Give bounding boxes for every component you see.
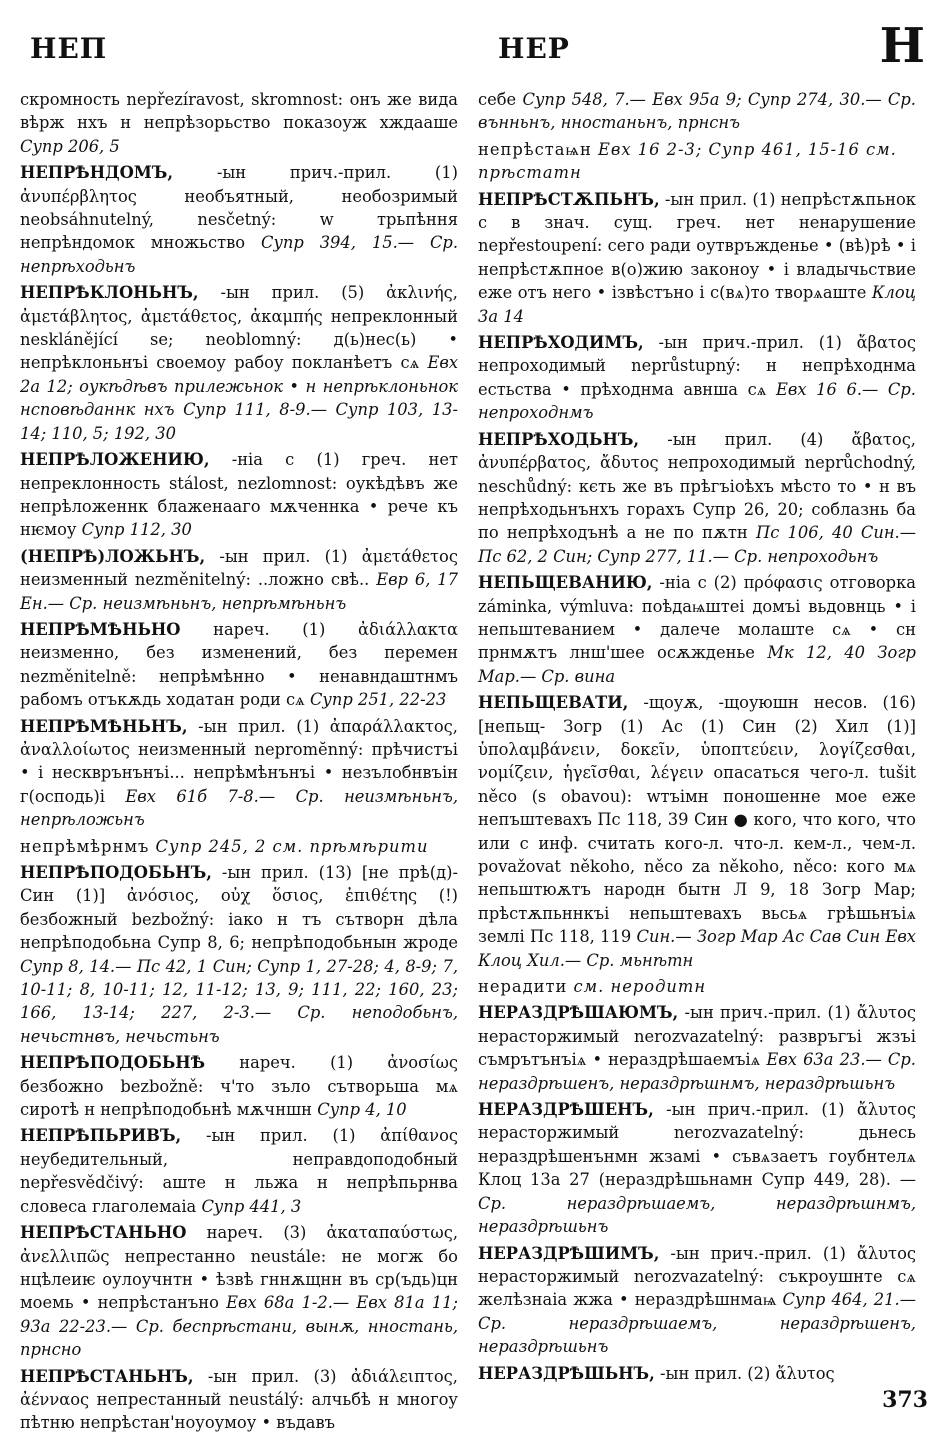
headword: НЕПРѢСТАНЬНЪ, xyxy=(20,1366,194,1386)
page-header xyxy=(30,18,925,78)
headword: НЕПЬЩЕВАНИЮ, xyxy=(478,573,653,593)
entry-text: -ын прил. (2) ἄλυτος xyxy=(659,1363,835,1383)
dictionary-entry xyxy=(478,1242,916,1359)
entry-continuation xyxy=(478,88,916,135)
entry-text: -ын прич.-прил. (1) ἄλυτος нерасторжимый nerozvazatelný: дьнесь нераздрѣшенънмн жзамі • съвѧзаетъ гоубнтелѧ Клоц 13а 27 (нераздрѣшьнамн Супр 449, 28). xyxy=(478,1100,916,1190)
entry-citation: Евх 2а 12; оукѣдѣвъ прилежьнок • н непрѣклоньнок нсповѣданнк нхъ Супр 111, 8-9.— Супр 103, 13-14; 110, 5; 192, 30 xyxy=(20,353,458,443)
entry-text: -ын прил. (3) ἀδιάλειπτος, ἀένναος непрестанный neustálý: алчьбѣ н многоу пѣтню непрѣстан'ноуоумоу • въдавъ xyxy=(20,1366,458,1433)
entry-text: -ын прич.-прил. (1) ἄλυτος нерасторжимый nerozvazatelný: развръгъі жзъі съмрътънъіѧ • нераздрѣшаемъіѧ xyxy=(478,1003,916,1070)
entry-text: -ын прил. (13) [не прѣ(д)- Син (1)] ἀνόσιος, οὐχ ὅσιος, ἐπιθέτης (!) безбожный bezbožný: іако н тъ сътворн дѣла непрѣподобьна Супр 8, 6; непрѣподобьнын жроде xyxy=(20,863,458,953)
entry-citation: см. неродитн xyxy=(573,977,707,997)
entry-continuation xyxy=(20,88,458,158)
entry-text: -ын прич.-прил. (1) ἄβατος непроходимый neprůstupný: н непрѣходнма естьства • прѣходнма авнша сѧ xyxy=(478,333,916,399)
entry-text: -ын прич.-прил. (1) ἄλυτος нерасторжимый nerozvazatelný: съкроушнте сѧ желѣзнаіа жжа • нераздрѣшнмаѩ xyxy=(478,1243,916,1310)
entry-text: -ніа с (1) греч. нет непреклонность stálost, nezlomnost: оукѣдѣвъ же непрѣложеннк блаженааго мѫченнка • рече къ нѥмоу xyxy=(20,450,458,540)
headword: НЕПЬЩЕВАТИ, xyxy=(478,693,629,713)
entry-citation: Супр 548, 7.— Евх 95а 9; Супр 274, 30.— Ср. вънньнъ, нностаньнъ, прнснъ xyxy=(478,90,916,133)
dictionary-entry xyxy=(478,428,916,568)
entry-citation: Пс 106, 40 Син.— Пс 62, 2 Син; Супр 277, 11.— Ср. непроходьнъ xyxy=(478,523,916,566)
entry-text: -ын прил. (1) ἀπαράλλακτος, ἀναλλοίωτος неизменный nepromĕnný: прѣчистъі • і нескврънънъі... непрѣмѣнънъі • незълобнвъін г(осподь)і xyxy=(20,716,458,806)
entry-text: нареч. (1) ἀνοσίως безбожно bezbožně: ч'то зъло сътворьша мѧ сиротѣ н непрѣподобьнѣ мѫчншн xyxy=(20,1053,458,1120)
headword: НЕРАЗДРѢШАЮМЪ, xyxy=(478,1003,679,1023)
dictionary-entry xyxy=(478,1362,916,1385)
entry-citation: Супр 112, 30 xyxy=(81,520,192,540)
entry-citation: Супр 8, 14.— Пс 42, 1 Син; Супр 1, 27-28; 4, 8-9; 7, 10-11; 8, 10-11; 12, 11-12; 13, 9; 111, 22; 160, 23; 166, 13-14; 227, 2-3.— Ср. неподобьнъ, нечьстнвъ, нечьстьнъ xyxy=(20,956,458,1046)
entry-citation: Супр 464, 21.— Ср. нераздрѣшаемъ, нераздрѣшенъ, нераздрѣшьнъ xyxy=(478,1290,916,1357)
dictionary-entry xyxy=(20,161,458,278)
left-column xyxy=(20,88,458,1438)
dictionary-entry xyxy=(20,1124,458,1218)
entry-continuation xyxy=(20,835,458,858)
headword: НЕПРѢЛОЖЕНИЮ, xyxy=(20,450,210,470)
entry-text: -ын прил. (1) непрѣстѫпьнок с в знач. сущ. греч. нет ненарушение nepřestoupení: сего ради оутвръжденье • (вѣ)рѣ • і непрѣстѫпное в(о)жию законоу • і владычьствие еже отъ него • ізвѣстъно і с(вѧ)то творѧаште xyxy=(478,189,916,303)
entry-citation: Евх 16 2-3; Супр 461, 15-16 см. прѣстатн xyxy=(478,139,897,183)
entry-text: -ын прил. (4) ἄβατος, ἀνυπέρβατος, ἄδυτος непроходимый neprůchodný, neschůdný: кєть же въ прѣгъіоѣхъ мѣсто то • н въ непрѣходьнънхъ горахъ Супр 26, 20; соблазнь ба по непрѣходънѣ а не по пѫтн xyxy=(478,429,916,543)
entry-citation: Клоц 3а 14 xyxy=(478,283,916,326)
headword: НЕРАЗДРѢШЕНЪ, xyxy=(478,1100,654,1120)
headword: НЕПРѢМѢНЬНО xyxy=(20,619,181,639)
dictionary-entry xyxy=(478,691,916,972)
entry-text: нерадити xyxy=(478,977,568,997)
entry-text: -ын прил. (1) ἀπίθανος неубедительный, неправдоподобный nepřesvědčivý: аште н льжа н непрѣпьрнва словеса глаголемаіа xyxy=(20,1126,458,1216)
headword: НЕПРѢПОДОБЬНЪ, xyxy=(20,863,212,882)
headword: НЕПРѢКЛОНЬНЪ, xyxy=(20,283,199,303)
running-head-right: НЕР xyxy=(498,32,570,65)
headword: НЕПРѢМѢНЬНЪ, xyxy=(20,716,188,736)
entry-text: -ын прич.-прил. (1) ἀνυπέρβλητος необъятный, необозримый neobsáhnutelný, nesčetný: w трьпѣння непрѣндомок множьство xyxy=(20,163,458,253)
entry-citation: Евх 63а 23.— Ср. нераздрѣшенъ, нераздрѣшнмъ, нераздрѣшьнъ xyxy=(478,1050,916,1093)
entry-text: -ніа с (2) πρόφασις отговорка záminka, výmluva: поѣдаѩштеі домъі вьдовнць • і непьштеванием • далече молаште сѧ • сн прнмѫтъ лнш'шее осѫжденье xyxy=(478,573,916,663)
headword: НЕПРѢСТАНЬНО xyxy=(20,1223,187,1243)
headword: НЕРАЗДРѢШИМЪ, xyxy=(478,1243,660,1263)
entry-citation: Супр 245, 2 см. прѣмѣрити xyxy=(155,836,429,856)
headword: НЕПРѢХОДИМЪ, xyxy=(478,333,644,353)
dictionary-entry xyxy=(478,188,916,328)
headword: НЕПРѢСТѪПЬНЪ, xyxy=(478,189,660,209)
entry-citation: Супр 251, 22-23 xyxy=(309,690,447,710)
entry-citation: Син.— Зогр Мар Ас Сав Син Евх Клоц Хил.— Ср. мьнѣтн xyxy=(478,927,916,970)
entry-text: -щоуѫ, -щоуюшн несов. (16) [непьщ- Зогр (1) Ас (1) Син (2) Хил (1)] ὑπολαμβάνειν, δοκεῖν, ὑποπτεύειν, λογίζεσθαι, νομίζειν, ἡγεῖσθαι, λέγειν опасаться чего-л. tušit něco (s obavou): wтъімн поношенне мое еже непъштевахъ Пс 118, 39 Син ● кого, что кого, что или с инф. считать кого-л. что-л. кем-л., чем-л. považovat někoho, něco za někoho, něco: кого мѧ непьштюѫтъ народн бытн Л 9, 18 Зогр Мар; прѣстѫпьннкъі непьштевахъ вьсьѧ грѣшьнъіѧ землі Пс 118, 119 xyxy=(478,693,916,947)
entry-citation: Супр 441, 3 xyxy=(201,1196,302,1216)
entry-citation: Супр 4, 10 xyxy=(317,1100,407,1120)
dictionary-entry xyxy=(20,1365,458,1435)
dictionary-entry xyxy=(20,545,458,615)
entry-text: -ын прил. (1) ἀμετάθετος неизменный nezměnitelný: ..ложно свѣ.. xyxy=(20,546,458,590)
entry-citation: Супр 206, 5 xyxy=(20,136,120,156)
dictionary-entry xyxy=(20,281,458,445)
headword: НЕПРѢХОДЬНЪ, xyxy=(478,429,640,449)
headword: НЕРАЗДРѢШЬНЪ, xyxy=(478,1363,655,1383)
dictionary-entry xyxy=(20,448,458,542)
dictionary-entry xyxy=(20,1221,458,1361)
running-head-left: НЕП xyxy=(30,32,108,65)
dictionary-entry xyxy=(20,861,458,1048)
entry-text: скромность nepřezíravost, skromnost: онъ же вида вѣрж нхъ н непрѣзорьство показоуж хждааше xyxy=(20,90,458,133)
dictionary-entry xyxy=(478,571,916,688)
dictionary-entry xyxy=(478,1098,916,1238)
headword: НЕПРѢНДОМЪ, xyxy=(20,163,174,183)
entry-text: нареч. (1) ἀδιάλλακτα неизменно, без изменений, без перемен nezměnitelně: непрѣмѣнно • ненавндаштнмъ рабомъ отъкѫдь ходатан роди сѧ xyxy=(20,619,458,710)
entry-citation: Мк 12, 40 Зогр Мар.— Ср. вина xyxy=(478,643,916,686)
entry-text: себе xyxy=(478,90,517,109)
entry-continuation xyxy=(478,138,916,185)
entry-text: -ын прил. (5) ἀκλινής, ἀμετάβλητος, ἀμετάθετος, ἀκαμπής непреклонный nesklánějící se; neoblomný: д(ь)нес(ь) • непрѣклоньнъі своемоу рабоу покланѣетъ сѧ xyxy=(20,283,458,373)
entry-text: непрѣстаѩн xyxy=(478,139,592,159)
entry-text: нареч. (3) ἀκαταπαύστως, ἀνελλιπῶς непрестанно neustále: не могж бо нцѣлеиѥ оулоучнтн • ѣзвѣ гннѫщнн въ ср(ъдь)цн моемь • непрѣстанъно xyxy=(20,1223,458,1313)
section-letter: Н xyxy=(879,18,925,74)
entry-continuation xyxy=(478,975,916,998)
right-column xyxy=(478,88,916,1388)
page-number: 373 xyxy=(882,1387,928,1413)
dictionary-entry xyxy=(20,618,458,712)
dictionary-entry xyxy=(20,1051,458,1121)
headword: НЕПРѢПОДОБЬНѢ xyxy=(20,1053,206,1073)
dictionary-entry xyxy=(20,715,458,832)
dictionary-entry xyxy=(478,331,916,425)
entry-citation: Евх 16 6.— Ср. непроходнмъ xyxy=(478,379,916,423)
dictionary-entry xyxy=(478,1001,916,1095)
entry-citation: Евх 68а 1-2.— Евх 81а 11; 93а 22-23.— Ср. беспрѣстани, вынѫ, нностань, прнсно xyxy=(20,1293,458,1360)
entry-citation: Евх 61б 7-8.— Ср. неизмѣньнъ, непрѣложьнъ xyxy=(20,786,458,830)
entry-text: непрѣмѣрнмъ xyxy=(20,836,150,856)
headword: (НЕПРѢ)ЛОЖЬНЪ, xyxy=(20,546,206,566)
headword: НЕПРѢПЬРИВЪ, xyxy=(20,1126,182,1146)
entry-citation: Евр 6, 17 Ен.— Ср. неизмѣньнъ, непрѣмѣньнъ xyxy=(20,570,458,613)
entry-citation: Супр 394, 15.— Ср. непрѣходьнъ xyxy=(20,233,458,276)
entry-citation: — Ср. нераздрѣшаемъ, нераздрѣшнмъ, нераздрѣшьнъ xyxy=(478,1170,916,1237)
